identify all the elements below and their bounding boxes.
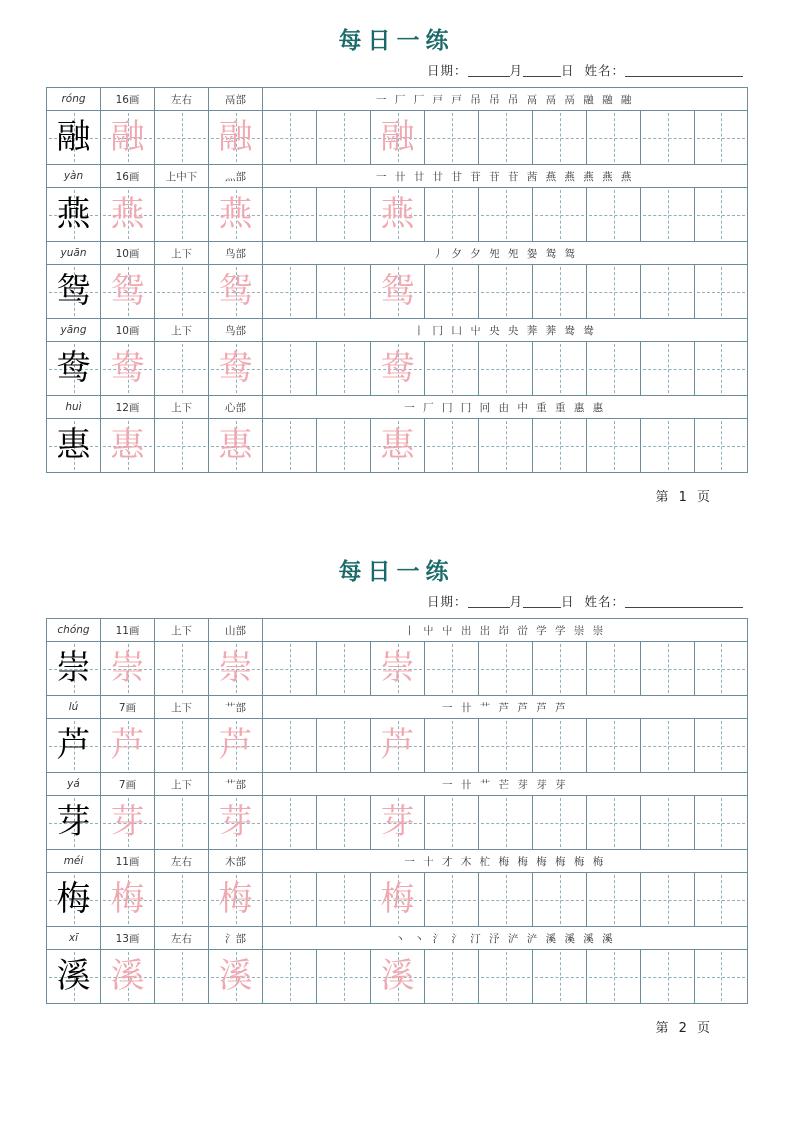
trace-cell[interactable] — [371, 419, 425, 473]
trace-character: 溪 — [110, 956, 145, 996]
practice-cell[interactable] — [695, 873, 748, 927]
practice-cell[interactable] — [641, 188, 695, 242]
pinyin-cell: róng — [47, 88, 101, 111]
stroke-sequence-cell: 丨 冂 凵 屮 央 央 莾 莾 鸯 鸯 — [263, 319, 748, 342]
practice-cell[interactable] — [641, 719, 695, 773]
radical-cell: 心部 — [209, 396, 263, 419]
pinyin-cell: méi — [47, 850, 101, 873]
model-character-cell — [47, 111, 101, 165]
practice-cell[interactable] — [695, 342, 748, 396]
practice-cell[interactable] — [533, 419, 587, 473]
practice-cell[interactable] — [155, 342, 209, 396]
practice-cell[interactable] — [641, 265, 695, 319]
trace-cell[interactable] — [371, 265, 425, 319]
practice-cell[interactable] — [425, 188, 479, 242]
stroke-count-cell: 11画 — [101, 619, 155, 642]
info-row — [47, 696, 748, 719]
trace-character: 鸳 — [218, 271, 253, 311]
trace-character: 鸳 — [110, 271, 145, 311]
practice-cell[interactable] — [263, 642, 317, 696]
practice-cell[interactable] — [695, 111, 748, 165]
practice-cell[interactable] — [695, 419, 748, 473]
practice-cell[interactable] — [479, 188, 533, 242]
practice-cell[interactable] — [479, 265, 533, 319]
stroke-count-cell: 16画 — [101, 165, 155, 188]
practice-cell[interactable] — [479, 419, 533, 473]
model-character-cell — [47, 873, 101, 927]
trace-cell[interactable] — [371, 719, 425, 773]
info-row — [47, 619, 748, 642]
model-character: 溪 — [56, 956, 91, 996]
practice-grid-page-1 — [46, 87, 748, 473]
practice-cell[interactable] — [425, 342, 479, 396]
trace-cell[interactable] — [371, 642, 425, 696]
worksheet-page-2 — [0, 531, 793, 1036]
practice-cell[interactable] — [641, 796, 695, 850]
info-row — [47, 850, 748, 873]
stroke-sequence-cell: 一 卄 艹 芒 芽 芽 芽 — [263, 773, 748, 796]
practice-cell[interactable] — [587, 342, 641, 396]
trace-character: 融 — [110, 117, 145, 157]
date-day-blank[interactable] — [523, 64, 561, 77]
writing-row — [47, 265, 748, 319]
model-character-cell — [47, 950, 101, 1004]
practice-cell[interactable] — [263, 950, 317, 1004]
practice-cell[interactable] — [641, 111, 695, 165]
pinyin-cell: xī — [47, 927, 101, 950]
trace-character: 鸯 — [380, 348, 415, 388]
structure-cell: 左右 — [155, 88, 209, 111]
structure-cell: 上下 — [155, 696, 209, 719]
pinyin-cell: yuān — [47, 242, 101, 265]
trace-cell[interactable] — [209, 342, 263, 396]
date-month-blank[interactable] — [468, 595, 510, 608]
practice-cell[interactable] — [155, 873, 209, 927]
stroke-sequence-cell: 一 厂 厂 戸 戸 吊 吊 吊 鬲 鬲 鬲 融 融 融 — [263, 88, 748, 111]
trace-cell[interactable] — [209, 950, 263, 1004]
trace-character: 鸳 — [380, 271, 415, 311]
date-month-blank[interactable] — [468, 64, 510, 77]
radical-cell: 山部 — [209, 619, 263, 642]
practice-cell[interactable] — [263, 719, 317, 773]
pinyin-cell: yàn — [47, 165, 101, 188]
model-character-cell — [47, 188, 101, 242]
practice-cell[interactable] — [695, 642, 748, 696]
trace-cell[interactable] — [101, 188, 155, 242]
practice-cell[interactable] — [479, 873, 533, 927]
stroke-count-cell: 12画 — [101, 396, 155, 419]
practice-cell[interactable] — [317, 950, 371, 1004]
writing-row — [47, 419, 748, 473]
name-blank[interactable] — [625, 64, 743, 77]
stroke-sequence-cell: 丶 丶 氵 氵 汀 汿 浐 浐 溪 溪 溪 溪 — [263, 927, 748, 950]
model-character: 燕 — [56, 194, 91, 234]
writing-row — [47, 873, 748, 927]
practice-cell[interactable] — [317, 265, 371, 319]
stroke-sequence-cell: 丨 屮 屮 出 岀 岇 峃 学 学 崇 崇 — [263, 619, 748, 642]
page-number: 第 2 页 — [655, 1021, 713, 1036]
trace-cell[interactable] — [101, 111, 155, 165]
page-title: 每日一练 — [338, 28, 455, 54]
trace-cell[interactable] — [209, 265, 263, 319]
stroke-sequence-cell: 丿 夕 夕 夗 夗 妴 鸳 鸳 — [263, 242, 748, 265]
trace-character: 燕 — [218, 194, 253, 234]
structure-cell: 上中下 — [155, 165, 209, 188]
practice-cell[interactable] — [641, 419, 695, 473]
pinyin-cell: yá — [47, 773, 101, 796]
trace-character: 溪 — [218, 956, 253, 996]
radical-cell: 鸟部 — [209, 319, 263, 342]
practice-cell[interactable] — [263, 342, 317, 396]
radical-cell: 鸟部 — [209, 242, 263, 265]
practice-cell[interactable] — [263, 111, 317, 165]
practice-cell[interactable] — [155, 642, 209, 696]
trace-character: 崇 — [110, 648, 145, 688]
practice-cell[interactable] — [317, 188, 371, 242]
practice-cell[interactable] — [263, 188, 317, 242]
practice-cell[interactable] — [641, 950, 695, 1004]
trace-cell[interactable] — [209, 188, 263, 242]
trace-character: 崇 — [380, 648, 415, 688]
model-character: 崇 — [56, 648, 91, 688]
trace-character: 芽 — [218, 802, 253, 842]
practice-cell[interactable] — [425, 873, 479, 927]
practice-cell[interactable] — [317, 642, 371, 696]
stroke-count-cell: 13画 — [101, 927, 155, 950]
trace-cell[interactable] — [371, 950, 425, 1004]
trace-character: 芦 — [110, 725, 145, 765]
trace-cell[interactable] — [371, 111, 425, 165]
model-character-cell — [47, 265, 101, 319]
trace-character: 惠 — [380, 425, 415, 465]
practice-cell[interactable] — [317, 873, 371, 927]
model-character: 芦 — [56, 725, 91, 765]
info-row — [47, 242, 748, 265]
practice-cell[interactable] — [533, 642, 587, 696]
pinyin-cell: huì — [47, 396, 101, 419]
trace-cell[interactable] — [209, 719, 263, 773]
radical-cell: 艹部 — [209, 773, 263, 796]
practice-cell[interactable] — [695, 265, 748, 319]
structure-cell: 上下 — [155, 619, 209, 642]
day-label: 日 — [561, 63, 575, 78]
writing-row — [47, 342, 748, 396]
trace-cell[interactable] — [101, 642, 155, 696]
practice-cell[interactable] — [479, 719, 533, 773]
practice-cell[interactable] — [155, 950, 209, 1004]
meta-line — [46, 61, 747, 87]
info-row — [47, 165, 748, 188]
name-label: 姓名： — [584, 594, 625, 609]
practice-cell[interactable] — [317, 111, 371, 165]
radical-cell: 木部 — [209, 850, 263, 873]
practice-cell[interactable] — [155, 419, 209, 473]
date-label: 日期： — [426, 63, 468, 78]
practice-cell[interactable] — [425, 111, 479, 165]
stroke-sequence-cell: 一 卄 艹 芦 芦 芦 芦 — [263, 696, 748, 719]
trace-character: 芽 — [380, 802, 415, 842]
meta-line — [46, 592, 747, 618]
trace-cell[interactable] — [101, 719, 155, 773]
trace-cell[interactable] — [371, 342, 425, 396]
practice-cell[interactable] — [479, 642, 533, 696]
trace-character: 燕 — [380, 194, 415, 234]
model-character: 芽 — [56, 802, 91, 842]
model-character-cell — [47, 342, 101, 396]
practice-cell[interactable] — [317, 342, 371, 396]
practice-cell[interactable] — [533, 342, 587, 396]
page-number: 第 1 页 — [655, 490, 713, 505]
radical-cell: 灬部 — [209, 165, 263, 188]
practice-cell[interactable] — [425, 265, 479, 319]
structure-cell: 左右 — [155, 850, 209, 873]
day-label: 日 — [561, 594, 575, 609]
practice-cell[interactable] — [587, 265, 641, 319]
practice-cell[interactable] — [533, 188, 587, 242]
structure-cell: 左右 — [155, 927, 209, 950]
trace-character: 崇 — [218, 648, 253, 688]
trace-cell[interactable] — [371, 796, 425, 850]
model-character: 鸳 — [56, 271, 91, 311]
model-character-cell — [47, 796, 101, 850]
practice-cell[interactable] — [425, 719, 479, 773]
info-row — [47, 396, 748, 419]
trace-cell[interactable] — [209, 796, 263, 850]
trace-character: 燕 — [110, 194, 145, 234]
practice-cell[interactable] — [155, 796, 209, 850]
trace-cell[interactable] — [101, 796, 155, 850]
practice-cell[interactable] — [263, 265, 317, 319]
structure-cell: 上下 — [155, 396, 209, 419]
practice-cell[interactable] — [533, 265, 587, 319]
practice-grid-page-2 — [46, 618, 748, 1004]
practice-cell[interactable] — [317, 796, 371, 850]
trace-cell[interactable] — [101, 265, 155, 319]
stroke-count-cell: 10画 — [101, 242, 155, 265]
trace-character: 融 — [218, 117, 253, 157]
trace-cell[interactable] — [209, 873, 263, 927]
radical-cell: 艹部 — [209, 696, 263, 719]
model-character-cell — [47, 419, 101, 473]
trace-cell[interactable] — [371, 873, 425, 927]
writing-row — [47, 111, 748, 165]
page-title: 每日一练 — [338, 559, 455, 585]
name-blank[interactable] — [625, 595, 743, 608]
writing-row — [47, 950, 748, 1004]
page-gap — [0, 505, 793, 531]
practice-cell[interactable] — [695, 188, 748, 242]
radical-cell: 鬲部 — [209, 88, 263, 111]
practice-cell[interactable] — [533, 796, 587, 850]
practice-cell[interactable] — [533, 719, 587, 773]
practice-cell[interactable] — [587, 188, 641, 242]
info-row — [47, 773, 748, 796]
practice-cell[interactable] — [587, 950, 641, 1004]
model-character: 融 — [56, 117, 91, 157]
practice-cell[interactable] — [641, 873, 695, 927]
practice-cell[interactable] — [695, 719, 748, 773]
date-day-blank[interactable] — [523, 595, 561, 608]
structure-cell: 上下 — [155, 773, 209, 796]
practice-cell[interactable] — [317, 419, 371, 473]
stroke-count-cell: 7画 — [101, 773, 155, 796]
practice-cell[interactable] — [641, 342, 695, 396]
name-label: 姓名： — [584, 63, 625, 78]
trace-character: 鸯 — [110, 348, 145, 388]
trace-cell[interactable] — [101, 419, 155, 473]
practice-cell[interactable] — [155, 111, 209, 165]
practice-cell[interactable] — [263, 796, 317, 850]
info-row — [47, 88, 748, 111]
practice-cell[interactable] — [479, 796, 533, 850]
practice-cell[interactable] — [587, 419, 641, 473]
radical-cell: 氵部 — [209, 927, 263, 950]
trace-cell[interactable] — [371, 188, 425, 242]
trace-character: 芦 — [218, 725, 253, 765]
stroke-sequence-cell: 一 卄 廿 廿 甘 苷 苷 苷 茜 燕 燕 燕 燕 燕 — [263, 165, 748, 188]
trace-character: 溪 — [380, 956, 415, 996]
practice-cell[interactable] — [263, 873, 317, 927]
stroke-sequence-cell: 一 厂 冂 冂 冋 由 中 重 重 惠 惠 — [263, 396, 748, 419]
writing-row — [47, 188, 748, 242]
practice-cell[interactable] — [425, 642, 479, 696]
writing-row — [47, 642, 748, 696]
practice-cell[interactable] — [641, 642, 695, 696]
trace-character: 惠 — [110, 425, 145, 465]
stroke-count-cell: 10画 — [101, 319, 155, 342]
trace-character: 融 — [380, 117, 415, 157]
month-label: 月 — [509, 594, 524, 609]
practice-cell[interactable] — [479, 111, 533, 165]
pinyin-cell: chóng — [47, 619, 101, 642]
practice-cell[interactable] — [533, 873, 587, 927]
practice-cell[interactable] — [587, 719, 641, 773]
stroke-count-cell: 7画 — [101, 696, 155, 719]
model-character-cell — [47, 719, 101, 773]
practice-cell[interactable] — [533, 950, 587, 1004]
practice-cell[interactable] — [155, 265, 209, 319]
model-character: 惠 — [56, 425, 91, 465]
practice-cell[interactable] — [425, 796, 479, 850]
info-row — [47, 927, 748, 950]
practice-cell[interactable] — [155, 719, 209, 773]
practice-cell[interactable] — [479, 950, 533, 1004]
trace-character: 梅 — [218, 879, 253, 919]
trace-cell[interactable] — [209, 419, 263, 473]
model-character: 梅 — [56, 879, 91, 919]
trace-character: 芦 — [380, 725, 415, 765]
stroke-sequence-cell: 一 十 才 木 杧 梅 梅 梅 梅 梅 梅 — [263, 850, 748, 873]
trace-character: 芽 — [110, 802, 145, 842]
writing-row — [47, 796, 748, 850]
practice-cell[interactable] — [425, 950, 479, 1004]
practice-cell[interactable] — [263, 419, 317, 473]
trace-cell[interactable] — [101, 342, 155, 396]
practice-cell[interactable] — [587, 873, 641, 927]
structure-cell: 上下 — [155, 242, 209, 265]
practice-cell[interactable] — [425, 419, 479, 473]
practice-cell[interactable] — [695, 950, 748, 1004]
trace-character: 鸯 — [218, 348, 253, 388]
practice-cell[interactable] — [587, 642, 641, 696]
practice-cell[interactable] — [533, 111, 587, 165]
pinyin-cell: lú — [47, 696, 101, 719]
structure-cell: 上下 — [155, 319, 209, 342]
trace-cell[interactable] — [101, 950, 155, 1004]
trace-cell[interactable] — [101, 873, 155, 927]
writing-row — [47, 719, 748, 773]
practice-cell[interactable] — [587, 111, 641, 165]
trace-cell[interactable] — [209, 111, 263, 165]
practice-cell[interactable] — [587, 796, 641, 850]
practice-cell[interactable] — [479, 342, 533, 396]
practice-cell[interactable] — [695, 796, 748, 850]
pinyin-cell: yāng — [47, 319, 101, 342]
model-character-cell — [47, 642, 101, 696]
trace-character: 惠 — [218, 425, 253, 465]
stroke-count-cell: 16画 — [101, 88, 155, 111]
trace-character: 梅 — [380, 879, 415, 919]
practice-cell[interactable] — [155, 188, 209, 242]
model-character: 鸯 — [56, 348, 91, 388]
date-label: 日期： — [426, 594, 468, 609]
trace-cell[interactable] — [209, 642, 263, 696]
practice-cell[interactable] — [317, 719, 371, 773]
info-row — [47, 319, 748, 342]
worksheet-page-1 — [0, 0, 793, 505]
trace-character: 梅 — [110, 879, 145, 919]
stroke-count-cell: 11画 — [101, 850, 155, 873]
month-label: 月 — [509, 63, 524, 78]
